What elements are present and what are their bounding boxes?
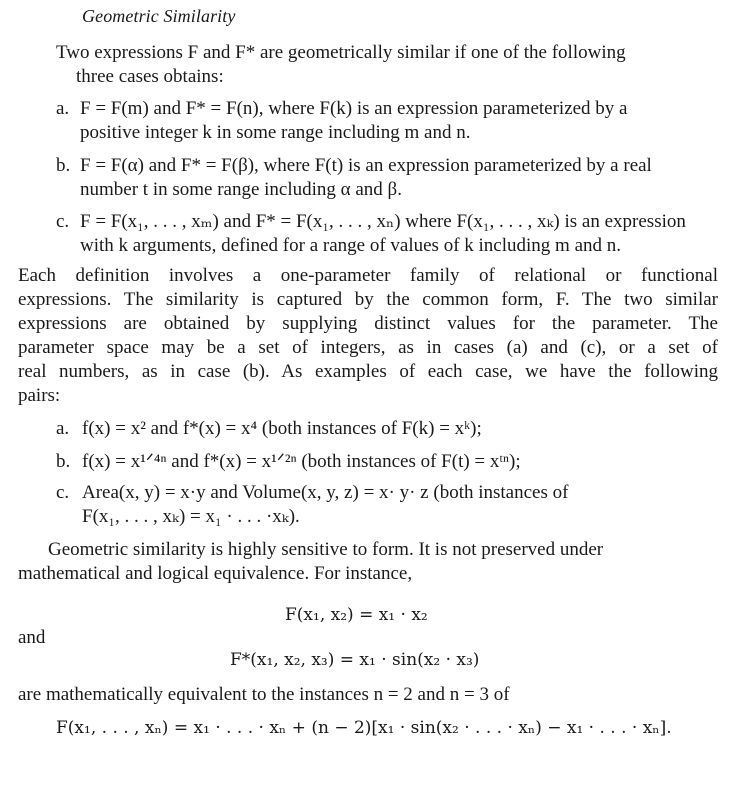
- case-b-line-2: number t in some range including α and β.: [80, 179, 402, 200]
- case-label: b.: [56, 155, 71, 176]
- paragraph-line: expressions. The similarity is captured by the common form, F. The two similar: [18, 289, 718, 310]
- case-c-line-1: F = F(x₁, . . . , xₘ) and F* = F(x₁, . . . , xₙ) where F(x₁, . . . , xₖ) is an expression: [80, 211, 686, 232]
- intro-paragraph: [56, 41, 716, 89]
- and-word: and: [18, 627, 46, 648]
- case-a: [56, 97, 720, 145]
- example-c-line-2: F(x₁, . . . , xₖ) = x₁ · . . . ·xₖ).: [82, 506, 300, 527]
- paragraph-line: parameter space may be a set of integers, as in cases (a) and (c), or a set of: [18, 337, 718, 358]
- paragraph-line: real numbers, as in case (b). As examples of each case, we have the following: [18, 361, 718, 382]
- geometric-line-1: Geometric similarity is highly sensitive to form. It is not preserved under: [48, 539, 604, 560]
- case-b: [56, 154, 720, 202]
- case-label: c.: [56, 211, 70, 232]
- are-line: are mathematically equivalent to the instances n = 2 and n = 3 of: [18, 684, 510, 705]
- intro-line-1: Two expressions F and F* are geometrically similar if one of the following: [56, 42, 626, 63]
- equation-2: F*(x₁, x₂, x₃) = x₁ · sin(x₂ · x₃): [230, 650, 480, 670]
- case-c: [56, 210, 720, 258]
- example-b-text: f(x) = x¹ᐟ⁴ⁿ and f*(x) = x¹ᐟ²ⁿ (both instances of F(t) = xᵗⁿ);: [82, 451, 521, 472]
- paragraph-line: pairs:: [18, 385, 61, 406]
- paragraph-line: Each definition involves a one-parameter family of relational or functional: [18, 265, 718, 286]
- equation-3: F(x₁, . . . , xₙ) = x₁ · . . . · xₙ + (n − 2)[x₁ · sin(x₂ · . . . · xₙ) − x₁ · . . . · xₙ].: [56, 718, 672, 738]
- section-title: Geometric Similarity: [82, 6, 236, 26]
- intro-line-2: three cases obtains:: [76, 66, 224, 87]
- example-c-line-1: Area(x, y) = x·y and Volume(x, y, z) = x· y· z (both instances of: [82, 482, 569, 503]
- geometric-paragraph: [18, 538, 718, 586]
- case-label: a.: [56, 98, 70, 119]
- paragraph-line: expressions are obtained by supplying distinct values for the parameter. The: [18, 313, 718, 334]
- case-c-line-2: with k arguments, defined for a range of values of k including m and n.: [80, 235, 622, 256]
- example-a: [56, 417, 720, 441]
- example-a-text: f(x) = x² and f*(x) = x⁴ (both instances of F(k) = xᵏ);: [82, 418, 482, 439]
- example-label: a.: [56, 418, 70, 439]
- equation-1: F(x₁, x₂) = x₁ · x₂: [285, 605, 428, 625]
- example-label: b.: [56, 451, 71, 472]
- case-b-line-1: F = F(α) and F* = F(β), where F(t) is an expression parameterized by a real: [80, 155, 652, 176]
- definition-paragraph: [18, 264, 718, 408]
- example-c: [56, 481, 720, 529]
- example-b: [56, 450, 720, 474]
- example-label: c.: [56, 482, 70, 503]
- case-a-line-2: positive integer k in some range including m and n.: [80, 122, 471, 143]
- geometric-line-2: mathematical and logical equivalence. For instance,: [18, 563, 413, 584]
- case-a-line-1: F = F(m) and F* = F(n), where F(k) is an expression parameterized by a: [80, 98, 628, 119]
